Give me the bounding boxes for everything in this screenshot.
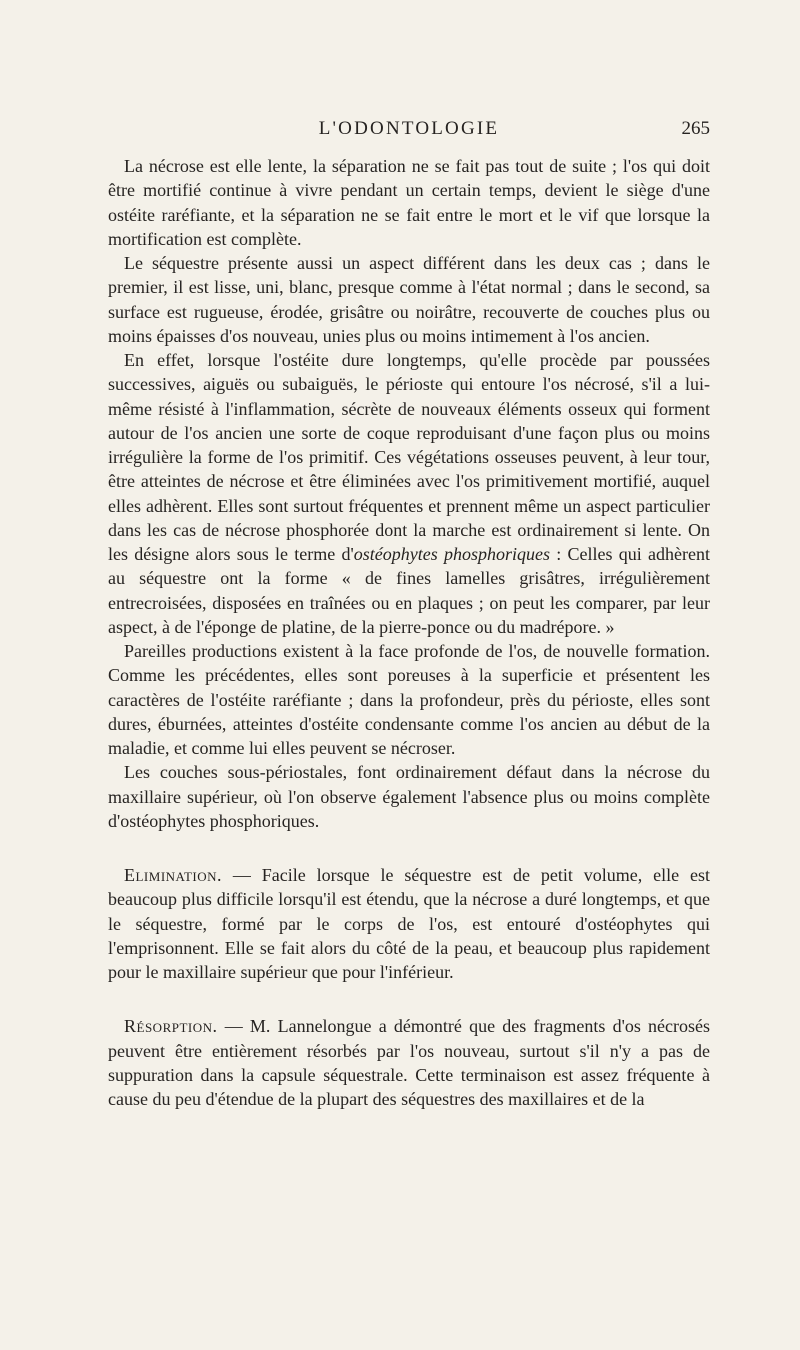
section-spacer <box>108 984 710 1014</box>
section-spacer <box>108 833 710 863</box>
paragraph-couches-sous-periostales <box>108 760 710 833</box>
paragraph-text: Les couches sous-périostales, font ordinairement défaut dans la nécrose du maxillaire supérieur, où l'on observe également l'absence plus ou moins complète d'ostéophytes phosphoriques. <box>108 762 710 831</box>
section-elimination <box>108 863 710 984</box>
paragraph-osteophytes <box>108 348 710 639</box>
paragraph-text-continued: : Celles qui adhèrent au séquestre ont la forme « de fines lamelles grisâtres, irrégulièrement entrecroisées, disposées en traînées ou en plaques ; on peut les comparer, par leur aspect, à de l'éponge de platine, de la pierre-ponce ou du madrépore. » <box>108 544 710 637</box>
paragraph-sequestre-aspect <box>108 251 710 348</box>
section-resorption <box>108 1014 710 1111</box>
section-heading-resorption: Résorption. <box>124 1016 218 1037</box>
paragraph-text: — M. Lannelongue a démontré que des fragments d'os nécrosés peuvent être entièrement résorbés par l'os nouveau, surtout s'il n'y a pas de suppuration dans la capsule séquestrale. Cette terminaison est assez fréquente à cause du peu d'étendue de la plupart des séquestres des maxillaires et de la <box>108 1016 710 1109</box>
paragraph-necrose-lente <box>108 154 710 251</box>
italic-term: ostéophytes phosphoriques <box>353 544 550 564</box>
paragraph-text: Le séquestre présente aussi un aspect différent dans les deux cas ; dans le premier, il est lisse, uni, blanc, presque comme à l'état normal ; dans le second, sa surface est rugueuse, érodée, grisâtre ou noirâtre, recouverte de couches plus ou moins épaisses d'os nouveau, unies plus ou moins intimement à l'os ancien. <box>108 253 710 346</box>
paragraph-text: Pareilles productions existent à la face profonde de l'os, de nouvelle formation. Comme les précédentes, elles sont poreuses à la superficie et présentent les caractères de l'ostéite raréfiante ; dans la profondeur, près du périoste, elles sont dures, éburnées, atteintes d'ostéite condensante comme l'os ancien au début de la maladie, et comme lui elles peuvent se nécroser. <box>108 641 710 758</box>
page-header <box>108 118 710 148</box>
running-title: L'ODONTOLOGIE <box>318 118 500 139</box>
paragraph-text: En effet, lorsque l'ostéite dure longtemps, qu'elle procède par poussées successives, aiguës ou subaiguës, le périoste qui entoure l'os nécrosé, s'il a lui-même résisté à l'inflammation, sécrète de nouveaux éléments osseux qui forment autour de l'os ancien une sorte de coque reproduisant d'une façon plus ou moins irrégulière la forme de l'os primitif. Ces végétations osseuses peuvent, à leur tour, être atteintes de nécrose et être éliminées avec l'os primitivement mortifié, auquel elles adhèrent. Elles sont surtout fréquentes et prennent même un aspect particulier dans les cas de nécrose phosphorée dont la marche est ordinairement si lente. On les désigne alors sous le terme d' <box>108 350 710 564</box>
paragraph-productions <box>108 639 710 760</box>
text-body <box>108 154 710 1111</box>
page-number: 265 <box>681 118 710 139</box>
paragraph-text: La nécrose est elle lente, la séparation ne se fait pas tout de suite ; l'os qui doit être mortifié continue à vivre pendant un certain temps, devient le siège d'une ostéite raréfiante, et la séparation ne se fait entre le mort et le vif que lorsque la mortification est complète. <box>108 156 710 249</box>
section-heading-elimination: Elimination. <box>124 865 223 885</box>
paragraph-text: — Facile lorsque le séquestre est de petit volume, elle est beaucoup plus difficile lorsqu'il est étendu, que la nécrose a duré longtemps, et que le séquestre, formé par le corps de l'os, est entouré d'ostéophytes qui l'emprisonnent. Elle se fait alors du côté de la peau, et beaucoup plus rapidement pour le maxillaire supérieur que pour l'inférieur. <box>108 865 710 982</box>
